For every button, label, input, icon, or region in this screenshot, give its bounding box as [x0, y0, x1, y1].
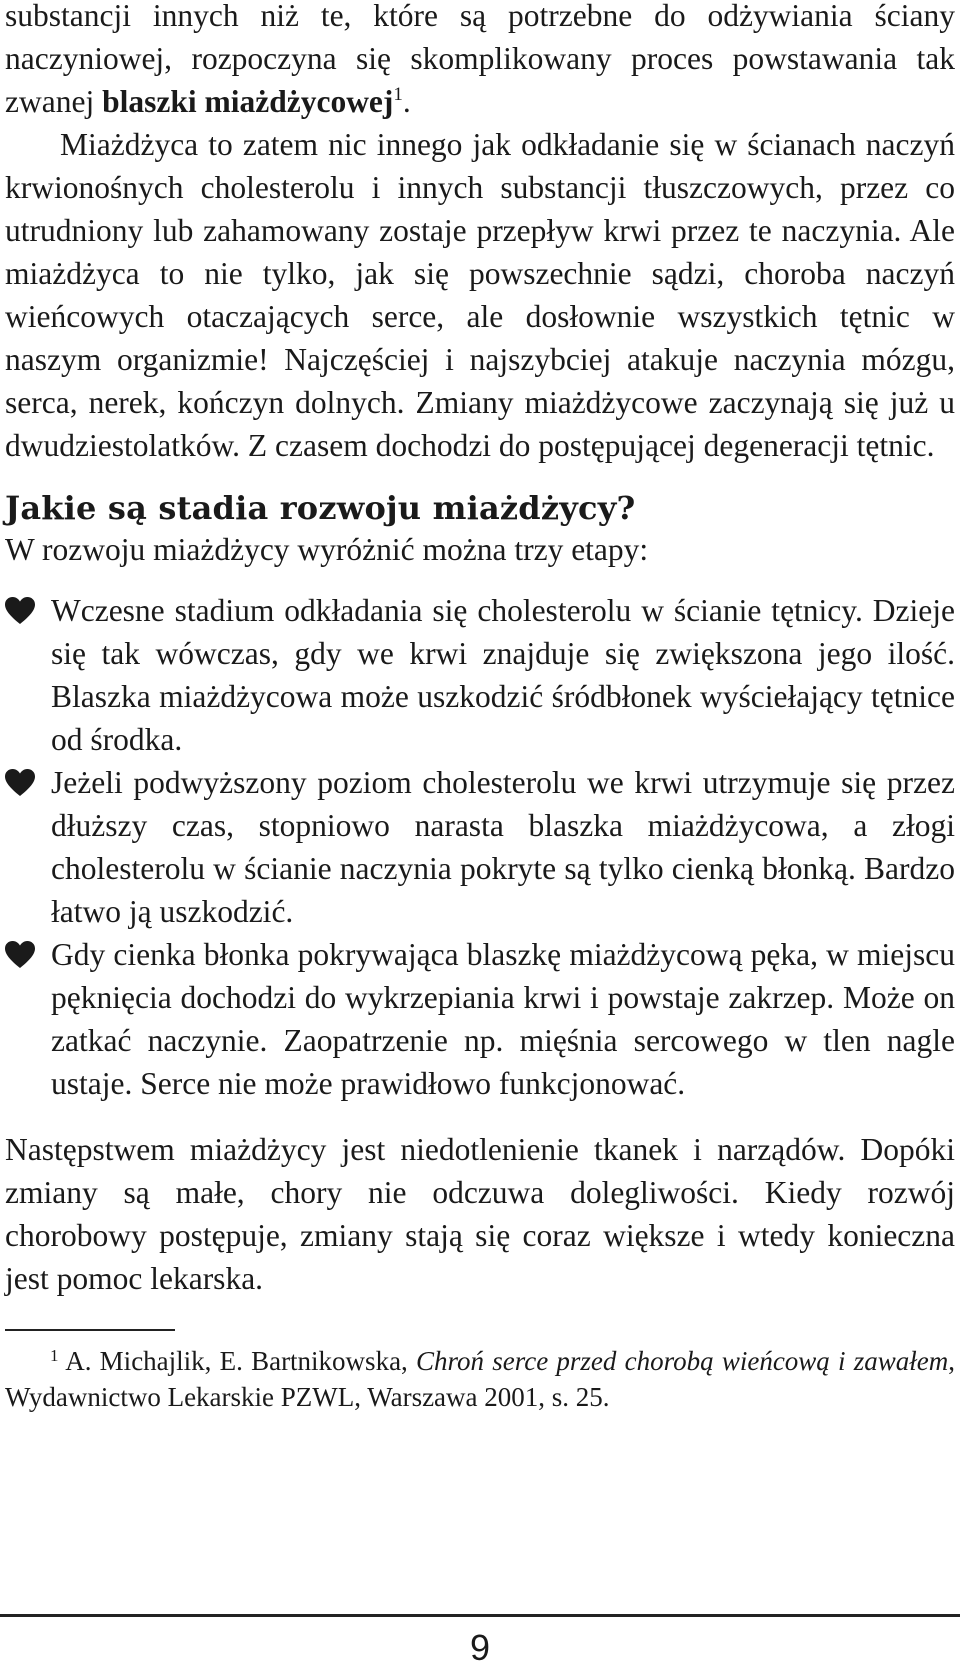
paragraph-intro	[5, 0, 955, 123]
footnote-divider	[5, 1329, 175, 1331]
page-number: 9	[469, 1627, 491, 1668]
stage-text: Jeżeli podwyższony poziom cholesterolu we krwi utrzymuje się przez dłuższy czas, stopniowo narasta blaszka miażdżycowa, a złogi cholesterolu w ścianie naczynia pokryte są tylko cienką błonką. Bardzo łatwo ją uszkodzić.	[51, 765, 955, 929]
footnote	[5, 1343, 955, 1415]
section-lead: W rozwoju miażdżycy wyróżnić można trzy etapy:	[5, 532, 649, 567]
footnote-title: Chroń serce przed chorobą wieńcową i zawałem	[416, 1346, 949, 1376]
list-item	[5, 761, 955, 933]
stage-text: Wczesne stadium odkładania się cholesterolu w ścianie tętnicy. Dzieje się tak wówczas, gdy we krwi znajduje się zwiększona jego ilość. Blaszka miażdżycowa może uszkodzić śródbłonek wyściełający tętnice od środka.	[51, 593, 955, 757]
footnote-authors: A. Michajlik, E. Bartnikowska,	[58, 1346, 417, 1376]
list-item	[5, 589, 955, 761]
heart-icon	[5, 769, 35, 797]
stages-list	[5, 589, 955, 1105]
heart-icon	[5, 941, 35, 969]
page-footer-rule	[0, 1614, 960, 1617]
paragraph-intro-text: substancji innych niż te, które są potrzebne do odżywiania ściany naczyniowej, rozpoczyna się skomplikowany proces powstawania tak zwanej	[5, 0, 955, 119]
footnote-number: 1	[50, 1346, 59, 1365]
book-page	[5, 0, 955, 1415]
list-item	[5, 933, 955, 1105]
heart-icon	[5, 597, 35, 625]
section-heading: Jakie są stadia rozwoju miażdżycy?	[5, 489, 636, 527]
paragraph-closing: Następstwem miażdżycy jest niedotlenienie tkanek i narządów. Dopóki zmiany są małe, chory nie odczuwa dolegliwości. Kiedy rozwój chorobowy postępuje, zmiany stają się coraz większe i wtedy konieczna jest pomoc lekarska.	[5, 1132, 955, 1296]
bold-term: blaszki miażdżycowej	[102, 84, 394, 119]
stage-text: Gdy cienka błonka pokrywająca blaszkę miażdżycową pęka, w miejscu pęknięcia dochodzi do wykrzepiania krwi i powstaje zakrzep. Może on zatkać naczynie. Zaopatrzenie np. mięśnia sercowego w tlen nagle ustaje. Serce nie może prawidłowo funkcjonować.	[51, 937, 955, 1101]
paragraph-intro-end: .	[402, 84, 411, 119]
footnote-reference: 1	[393, 84, 403, 105]
footnote-publisher: , Wydawnictwo Lekarskie PZWL, Warszawa 2001, s. 25.	[5, 1346, 955, 1412]
paragraph-definition: Miażdżyca to zatem nic innego jak odkładanie się w ścianach naczyń krwionośnych cholesterolu i innych substancji tłuszczowych, przez co utrudniony lub zahamowany zostaje przepływ krwi przez te naczynia. Ale miażdżyca to nie tylko, jak się powszechnie sądzi, choroba naczyń wieńcowych otaczających serce, ale dosłownie wszystkich tętnic w naszym organizmie! Najczęściej i najszybciej atakuje naczynia mózgu, serca, nerek, kończyn dolnych. Zmiany miażdżycowe zaczynają się już u dwudziestolatków. Z czasem dochodzi do postępującej degeneracji tętnic.	[5, 127, 955, 463]
